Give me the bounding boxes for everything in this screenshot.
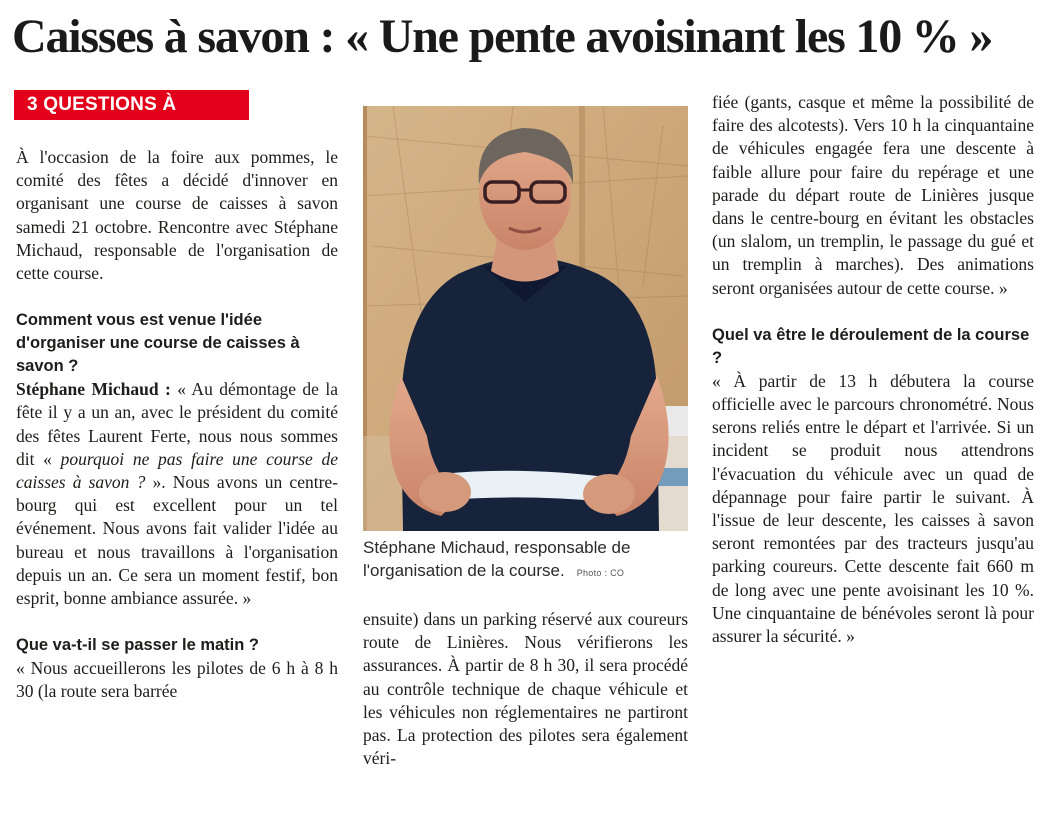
portrait-photo (363, 106, 688, 531)
answer-2-middle: ensuite) dans un parking réservé aux coureurs route de Linières. Nous vérifierons les assurances. À partir de 8 h 30, il sera procédé au contrôle technique de chaque véhicule et les véhicules non réglementaires ne partiront pas. La protection des pilotes sera également véri- (363, 609, 688, 769)
article-column-1 (16, 146, 338, 704)
portrait-illustration (363, 106, 688, 531)
answer-2-start: « Nous accueillerons les pilotes de 6 h à 8 h 30 (la route sera barrée (16, 658, 338, 702)
speaker-name: Stéphane Michaud : (16, 379, 171, 400)
article-column-3 (712, 91, 1034, 648)
answer-1-text-a: « Au démontage de la fête il y a un an, avec le président du comité des fêtes Laurent Ferte, nous nous sommes dit « (16, 379, 338, 469)
answer-1 (16, 378, 338, 610)
intro-paragraph: À l'occasion de la foire aux pommes, le comité des fêtes a décidé d'innover en organisant une course de caisses à savon samedi 21 octobre. Rencontre avec Stéphane Michaud, responsable de l'organisation de cette course. (16, 147, 338, 284)
answer-1-text-b: ». Nous avons un centre-bourg qui est excellent pour un tel événement. Nous avons fait valider l'idée au bureau et nous travaillons à l'organisation depuis un an. Ce sera un moment festif, bon esprit, bonne ambiance assurée. » (16, 472, 338, 609)
article-headline: Caisses à savon : « Une pente avoisinant les 10 % » (12, 10, 993, 63)
caption-text: Stéphane Michaud, responsable de l'organisation de la course. (363, 538, 631, 580)
answer-2-end: fiée (gants, casque et même la possibilité de faire des alcotests). Vers 10 h la cinquantaine de véhicules engagée fera une descente à faible allure pour faire du repérage et une parade du départ route de Linières jusque dans le centre-bourg en évitant les obstacles (un slalom, un tremplin, le passage du gué et un tremplin à marches). Des animations seront organisées autour de cette course. » (712, 92, 1034, 298)
question-2: Que va-t-il se passer le matin ? (16, 636, 260, 655)
question-1: Comment vous est venue l'idée d'organiser une course de caisses à savon ? (16, 311, 300, 376)
photo-caption (363, 536, 688, 585)
answer-3: « À partir de 13 h débutera la course officielle avec le parcours chronométré. Nous serons reliés entre le départ et l'arrivée. Si un incident se produit nous attendrons l'évacuation du véhicule avec un quad de dépannage pour faire partir le suivant. À l'issue de leur descente, les caisses à savon seront remontées par des tracteurs jusqu'au parking coureurs. Cette descente fait 660 m de long avec une pente avoisinant les 10 %. Une cinquantaine de bénévoles seront là pour assurer la sécurité. » (712, 370, 1034, 647)
section-kicker: 3 QUESTIONS À (14, 90, 249, 120)
article-column-2 (363, 608, 688, 770)
question-3: Quel va être le déroulement de la course ? (712, 325, 1030, 367)
answer-1-quote: pourquoi ne pas faire une course de caisses à savon ? (16, 448, 338, 493)
photo-credit: Photo : CO (576, 568, 625, 578)
